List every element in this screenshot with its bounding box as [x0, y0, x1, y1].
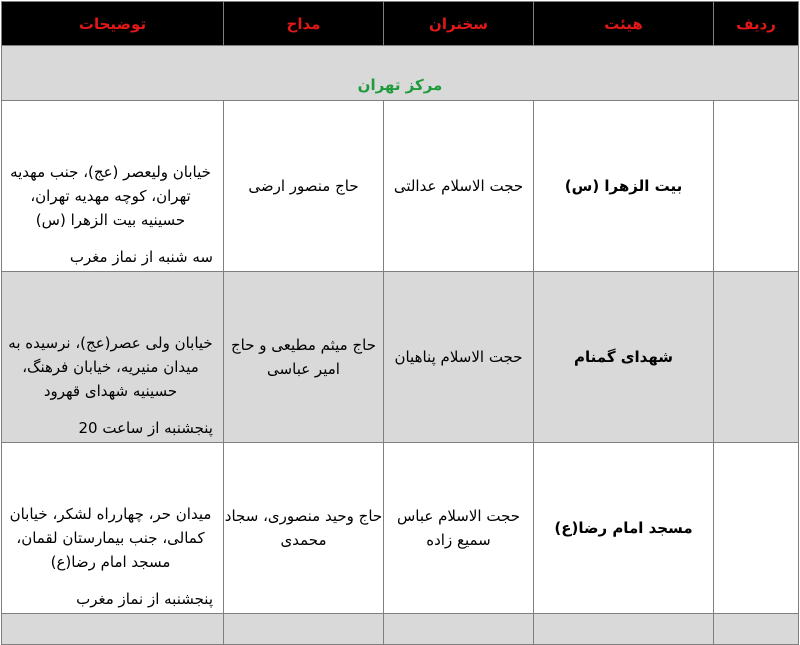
- time-text: پنجشنبه از نماز مغرب: [76, 590, 213, 608]
- heyat-name: بیت الزهرا (س): [534, 101, 714, 272]
- header-row-number: ردیف: [714, 2, 799, 46]
- header-maddah: مداح: [224, 2, 384, 46]
- partial-row: [2, 614, 799, 645]
- header-speaker: سخنران: [384, 2, 534, 46]
- address-text: میدان حر، چهارراه لشکر، خیابان کمالی، جنب بیمارستان لقمان، مسجد امام رضا(ع): [9, 505, 212, 571]
- table-row: [2, 101, 799, 272]
- header-row: [2, 2, 799, 46]
- address-text: خیابان ولی عصر(عج)، نرسیده به میدان منیریه، خیابان فرهنگ، حسینیه شهدای قهرود: [8, 334, 213, 400]
- notes-cell: [2, 101, 224, 272]
- heyat-name: مسجد امام رضا(ع): [534, 443, 714, 614]
- maddah-name: حاج منصور ارضی: [224, 101, 384, 272]
- table-row: [2, 443, 799, 614]
- row-number: [714, 443, 799, 614]
- header-heyat: هیئت: [534, 2, 714, 46]
- notes-cell: [2, 443, 224, 614]
- speaker-name: حجت الاسلام پناهیان: [384, 272, 534, 443]
- table-row: [2, 272, 799, 443]
- row-number: [714, 272, 799, 443]
- time-text: سه شنبه از نماز مغرب: [69, 248, 213, 266]
- maddah-name: حاج میثم مطیعی و حاج امیر عباسی: [224, 272, 384, 443]
- time-text: پنجشنبه از ساعت 20: [78, 419, 213, 437]
- schedule-table: [1, 1, 799, 645]
- row-number: [714, 101, 799, 272]
- address-text: خیابان ولیعصر (عج)، جنب مهدیه تهران، کوچه مهدیه تهران، حسینیه بیت الزهرا (س): [10, 163, 211, 229]
- maddah-name: حاج وحید منصوری، سجاد محمدی: [224, 443, 384, 614]
- section-row: [2, 46, 799, 101]
- section-title: مرکز تهران: [2, 46, 799, 101]
- speaker-name: حجت الاسلام عدالتی: [384, 101, 534, 272]
- heyat-name: شهدای گمنام: [534, 272, 714, 443]
- header-notes: توضیحات: [2, 2, 224, 46]
- speaker-name: حجت الاسلام عباس سمیع زاده: [384, 443, 534, 614]
- notes-cell: [2, 272, 224, 443]
